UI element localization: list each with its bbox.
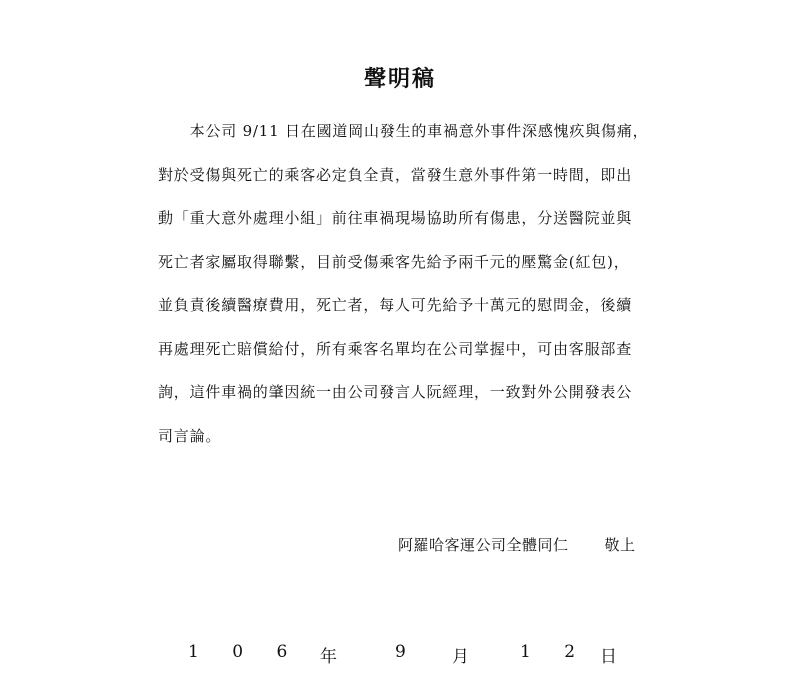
date-month-label: 月	[452, 647, 469, 667]
signature-company: 阿羅哈客運公司全體同仁	[398, 536, 569, 554]
date-year-label: 年	[320, 647, 337, 667]
signature-block	[398, 534, 636, 555]
date-day: 1 2	[520, 642, 590, 662]
statement-body	[158, 116, 678, 464]
body-line-2: 對於受傷與死亡的乘客必定負全責，當發生意外事件第一時間，即出	[158, 165, 633, 184]
signature-closing: 敬上	[604, 536, 636, 554]
document-title: 聲明稿	[363, 66, 436, 92]
body-line-7: 詢，這件車禍的肇因統一由公司發言人阮經理，一致對外公開發表公	[158, 383, 633, 401]
body-line-6: 再處理死亡賠償給付，所有乘客名單均在公司掌握中，可由客服部查	[158, 339, 633, 358]
date-day-label: 日	[600, 647, 617, 667]
body-line-4: 死亡者家屬取得聯繫，目前受傷乘客先給予兩千元的壓驚金(紅包)，	[158, 252, 630, 271]
date-month: 9	[395, 642, 406, 662]
body-line-1: 本公司 9/11 日在國道岡山發生的車禍意外事件深感愧疚與傷痛，	[158, 122, 649, 140]
body-line-5: 並負責後續醫療費用，死亡者，每人可先給予十萬元的慰問金，後續	[158, 296, 633, 314]
body-line-3: 動「重大意外處理小組」前往車禍現場協助所有傷患，分送醫院並與	[158, 209, 633, 227]
body-line-8: 司言論。	[158, 426, 222, 445]
date-year: 1 0 6	[188, 642, 302, 662]
